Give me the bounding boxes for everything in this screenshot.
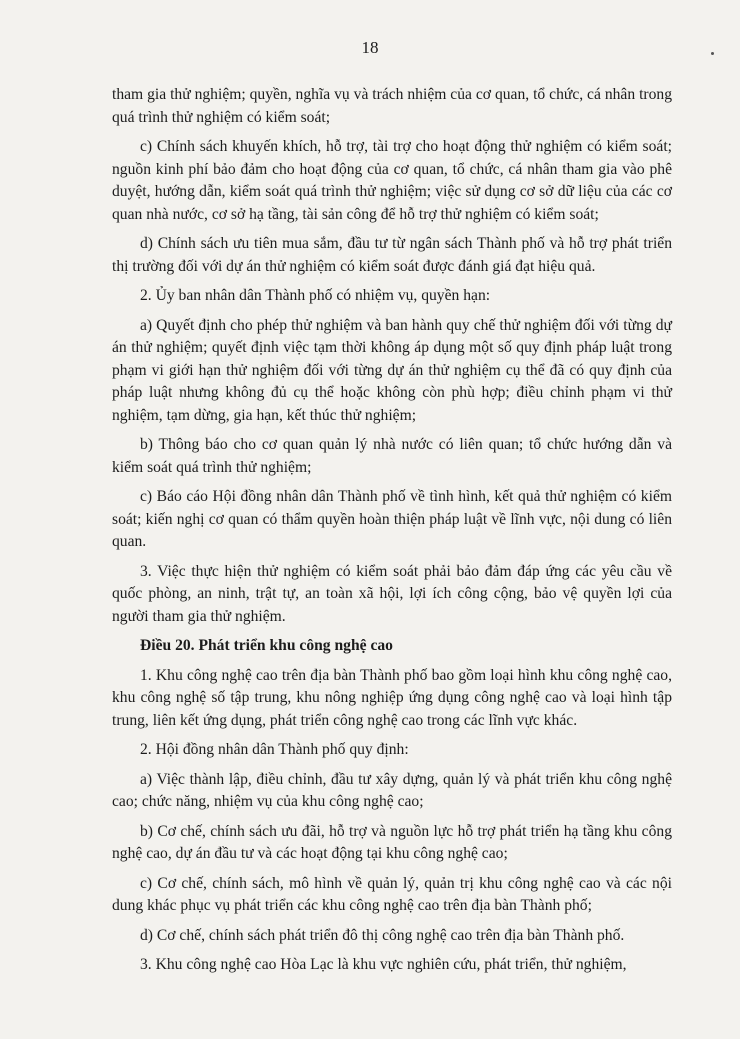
document-body [112,84,672,984]
paragraph: 2. Hội đồng nhân dân Thành phố quy định: [140,741,409,758]
paragraph: b) Thông báo cho cơ quan quản lý nhà nước có liên quan; tổ chức hướng dẫn và kiểm soát quá trình thử nghiệm; [112,436,672,476]
scan-speck [711,52,714,55]
article-heading: Điều 20. Phát triển khu công nghệ cao [140,637,393,654]
paragraph: tham gia thử nghiệm; quyền, nghĩa vụ và trách nhiệm của cơ quan, tổ chức, cá nhân trong quá trình thử nghiệm có kiểm soát; [112,86,672,126]
paragraph: c) Chính sách khuyến khích, hỗ trợ, tài trợ cho hoạt động thử nghiệm có kiểm soát; nguồn kinh phí bảo đảm cho hoạt động của cơ quan, tổ chức, cá nhân tham gia vào phê duyệt, hướng dẫn, kiểm soát quá trình thử nghiệm; việc sử dụng cơ sở dữ liệu của các cơ quan nhà nước, cơ sở hạ tầng, tài sản công để hỗ trợ thử nghiệm có kiểm soát; [112,138,672,223]
paragraph: d) Cơ chế, chính sách phát triển đô thị công nghệ cao trên địa bàn Thành phố. [140,926,625,944]
paragraph: 3. Khu công nghệ cao Hòa Lạc là khu vực nghiên cứu, phát triển, thử nghiệm, [140,956,627,973]
paragraph: 2. Ủy ban nhân dân Thành phố có nhiệm vụ, quyền hạn: [140,287,491,304]
paragraph: c) Báo cáo Hội đồng nhân dân Thành phố về tình hình, kết quả thử nghiệm có kiểm soát; kiến nghị cơ quan có thẩm quyền hoàn thiện pháp luật về lĩnh vực, nội dung có liên quan. [112,488,672,550]
page-number: 18 [361,38,379,57]
paragraph: 1. Khu công nghệ cao trên địa bàn Thành phố bao gồm loại hình khu công nghệ cao, khu công nghệ số tập trung, khu nông nghiệp ứng dụng công nghệ cao và loại hình tập trung, liên kết ứng dụng, phát triển công nghệ cao trong các lĩnh vực khác. [112,666,672,729]
paragraph: b) Cơ chế, chính sách ưu đãi, hỗ trợ và nguồn lực hỗ trợ phát triển hạ tầng khu công nghệ cao, dự án đầu tư và các hoạt động tại khu công nghệ cao; [112,822,672,862]
paragraph: d) Chính sách ưu tiên mua sắm, đầu tư từ ngân sách Thành phố và hỗ trợ phát triển thị trường đối với dự án thử nghiệm có kiểm soát được đánh giá đạt hiệu quả. [112,235,672,275]
paragraph: a) Quyết định cho phép thử nghiệm và ban hành quy chế thử nghiệm đối với từng dự án thử nghiệm; quyết định việc tạm thời không áp dụng một số quy định pháp luật trong phạm vi giới hạn thử nghiệm đối với từng dự án thử nghiệm cụ thể đã có quy định của pháp luật nhưng không đủ cụ thể hoặc không còn phù hợp; điều chỉnh phạm vi thử nghiệm, tạm dừng, gia hạn, kết thúc thử nghiệm; [112,316,672,424]
paragraph: c) Cơ chế, chính sách, mô hình về quản lý, quản trị khu công nghệ cao và các nội dung khác phục vụ phát triển các khu công nghệ cao trên địa bàn Thành phố; [112,874,672,914]
paragraph: 3. Việc thực hiện thử nghiệm có kiểm soát phải bảo đảm đáp ứng các yêu cầu về quốc phòng, an ninh, trật tự, an toàn xã hội, lợi ích công cộng, bảo vệ quyền lợi của người tham gia thử nghiệm. [112,562,672,625]
paragraph: a) Việc thành lập, điều chỉnh, đầu tư xây dựng, quản lý và phát triển khu công nghệ cao; chức năng, nhiệm vụ của khu công nghệ cao; [112,770,672,810]
